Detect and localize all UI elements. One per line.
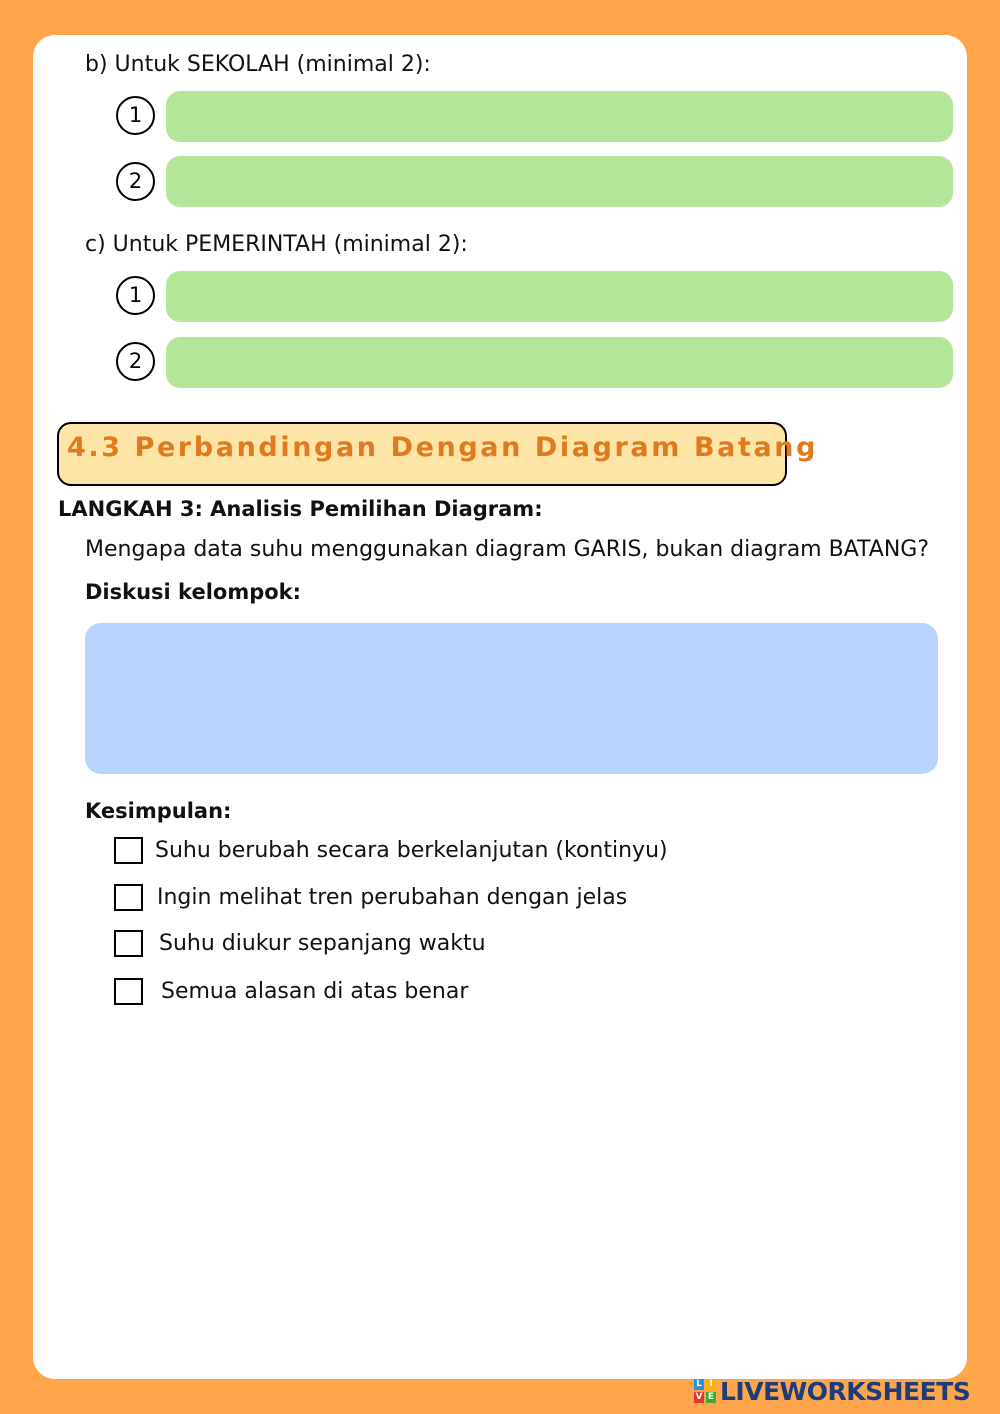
- answer-field-b1[interactable]: [166, 91, 953, 142]
- number-circle-b1: 1: [116, 96, 155, 135]
- checkbox-1[interactable]: [114, 837, 143, 864]
- liveworksheets-logo-icon: [694, 1379, 716, 1403]
- discussion-textarea[interactable]: [85, 623, 938, 774]
- checkbox-4[interactable]: [114, 978, 143, 1005]
- answer-field-b2[interactable]: [166, 156, 953, 207]
- number-circle-c2: 2: [116, 342, 155, 381]
- checkbox-3[interactable]: [114, 930, 143, 957]
- number-circle-c1: 1: [116, 276, 155, 315]
- conclusion-option-3[interactable]: [114, 930, 486, 957]
- section-header-4-3: [57, 422, 819, 486]
- section-header-title: 4.3 Perbandingan Dengan Diagram Batang: [67, 432, 819, 463]
- checkbox-2[interactable]: [114, 884, 143, 911]
- logo-text: LIVEWORKSHEETS: [720, 1376, 971, 1406]
- section-c-label: c) Untuk PEMERINTAH (minimal 2):: [85, 232, 468, 257]
- conclusion-option-2[interactable]: [114, 884, 627, 911]
- conclusion-option-4[interactable]: [114, 978, 468, 1005]
- logo-letter-l: L: [694, 1379, 704, 1390]
- number-circle-b2: 2: [116, 162, 155, 201]
- liveworksheets-logo: [694, 1376, 970, 1406]
- conclusion-option-1[interactable]: [114, 837, 668, 864]
- conclusion-option-2-text: Ingin melihat tren perubahan dengan jelas: [157, 885, 628, 910]
- answer-field-c2[interactable]: [166, 337, 953, 388]
- section-b-label: b) Untuk SEKOLAH (minimal 2):: [85, 52, 431, 77]
- step3-title: LANGKAH 3: Analisis Pemilihan Diagram:: [58, 497, 543, 521]
- conclusion-option-3-text: Suhu diukur sepanjang waktu: [159, 931, 486, 956]
- conclusion-option-4-text: Semua alasan di atas benar: [161, 979, 469, 1004]
- conclusion-option-1-text: Suhu berubah secara berkelanjutan (kontinyu): [155, 838, 668, 863]
- logo-letter-e: E: [707, 1392, 715, 1402]
- step3-question: Mengapa data suhu menggunakan diagram GARIS, bukan diagram BATANG?: [85, 537, 930, 562]
- conclusion-label: Kesimpulan:: [85, 799, 232, 823]
- logo-letter-v: V: [695, 1392, 703, 1402]
- discussion-label: Diskusi kelompok:: [85, 580, 302, 604]
- logo-letter-i: I: [706, 1379, 716, 1390]
- answer-field-c1[interactable]: [166, 271, 953, 322]
